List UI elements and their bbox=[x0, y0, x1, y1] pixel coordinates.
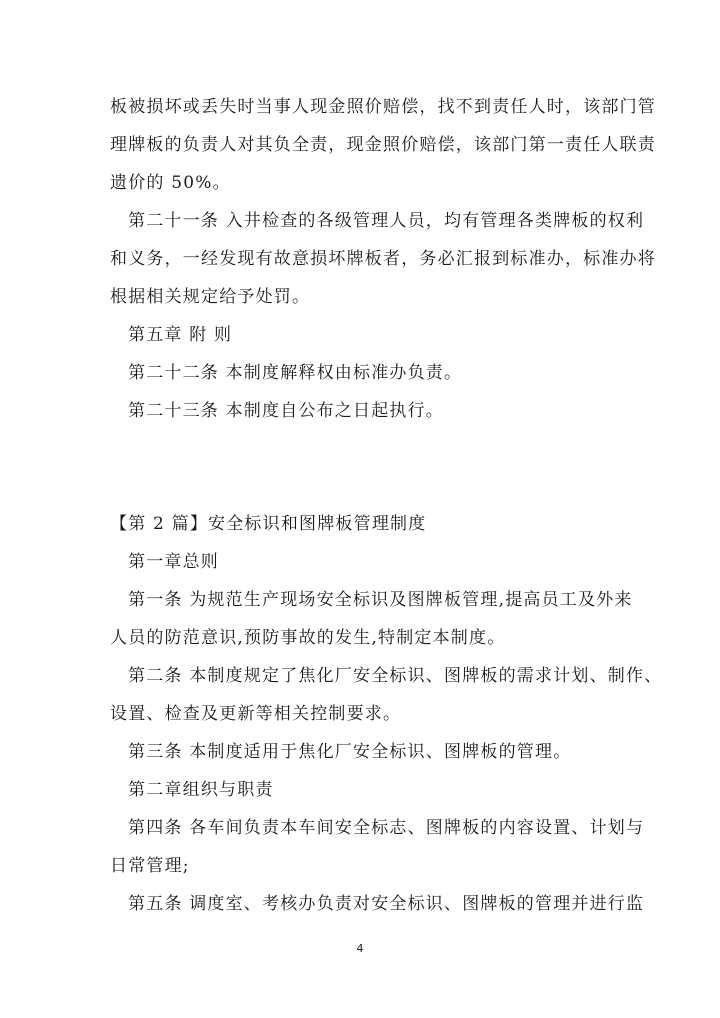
article-21-line: 根据相关规定给予处罚。 bbox=[110, 287, 311, 307]
article-21-line: 第二十一条 入井检查的各级管理人员，均有管理各类牌板的权利 bbox=[128, 211, 645, 231]
article-4-line: 第四条 各车间负责本车间安全标志、图牌板的内容设置、计划与 bbox=[128, 818, 645, 838]
article-3: 第三条 本制度适用于焦化厂安全标识、图牌板的管理。 bbox=[128, 742, 572, 762]
chapter-1-heading: 第一章总则 bbox=[128, 552, 219, 572]
article-5-line: 第五条 调度室、考核办负责对安全标识、图牌板的管理并进行监 bbox=[128, 894, 645, 914]
paragraph-line: 理牌板的负责人对其负全责，现金照价赔偿，该部门第一责任人联责 bbox=[110, 135, 656, 155]
article-23: 第二十三条 本制度自公布之日起执行。 bbox=[128, 401, 445, 421]
paragraph-line: 遗价的 50%。 bbox=[110, 173, 231, 193]
paragraph-line: 板被损坏或丢失时当事人现金照价赔偿，找不到责任人时，该部门管 bbox=[110, 97, 656, 117]
article-2-line: 第二条 本制度规定了焦化厂安全标识、图牌板的需求计划、制作、 bbox=[128, 666, 663, 686]
article-1-line: 第一条 为规范生产现场安全标识及图牌板管理,提高员工及外来 bbox=[128, 590, 633, 610]
section-2-title: 【第 2 篇】安全标识和图牌板管理制度 bbox=[110, 514, 427, 534]
article-2-line: 设置、检查及更新等相关控制要求。 bbox=[110, 704, 402, 724]
article-4-line: 日常管理; bbox=[110, 856, 190, 876]
page-number: 4 bbox=[356, 942, 364, 955]
chapter-2-heading: 第二章组织与职责 bbox=[128, 780, 274, 800]
article-1-line: 人员的防范意识,预防事故的发生,特制定本制度。 bbox=[110, 628, 506, 648]
article-21-line: 和义务，一经发现有故意损坏牌板者，务必汇报到标准办，标准办将 bbox=[110, 249, 656, 269]
article-22: 第二十二条 本制度解释权由标准办负责。 bbox=[128, 363, 463, 383]
chapter-5-heading: 第五章 附 则 bbox=[128, 325, 233, 345]
